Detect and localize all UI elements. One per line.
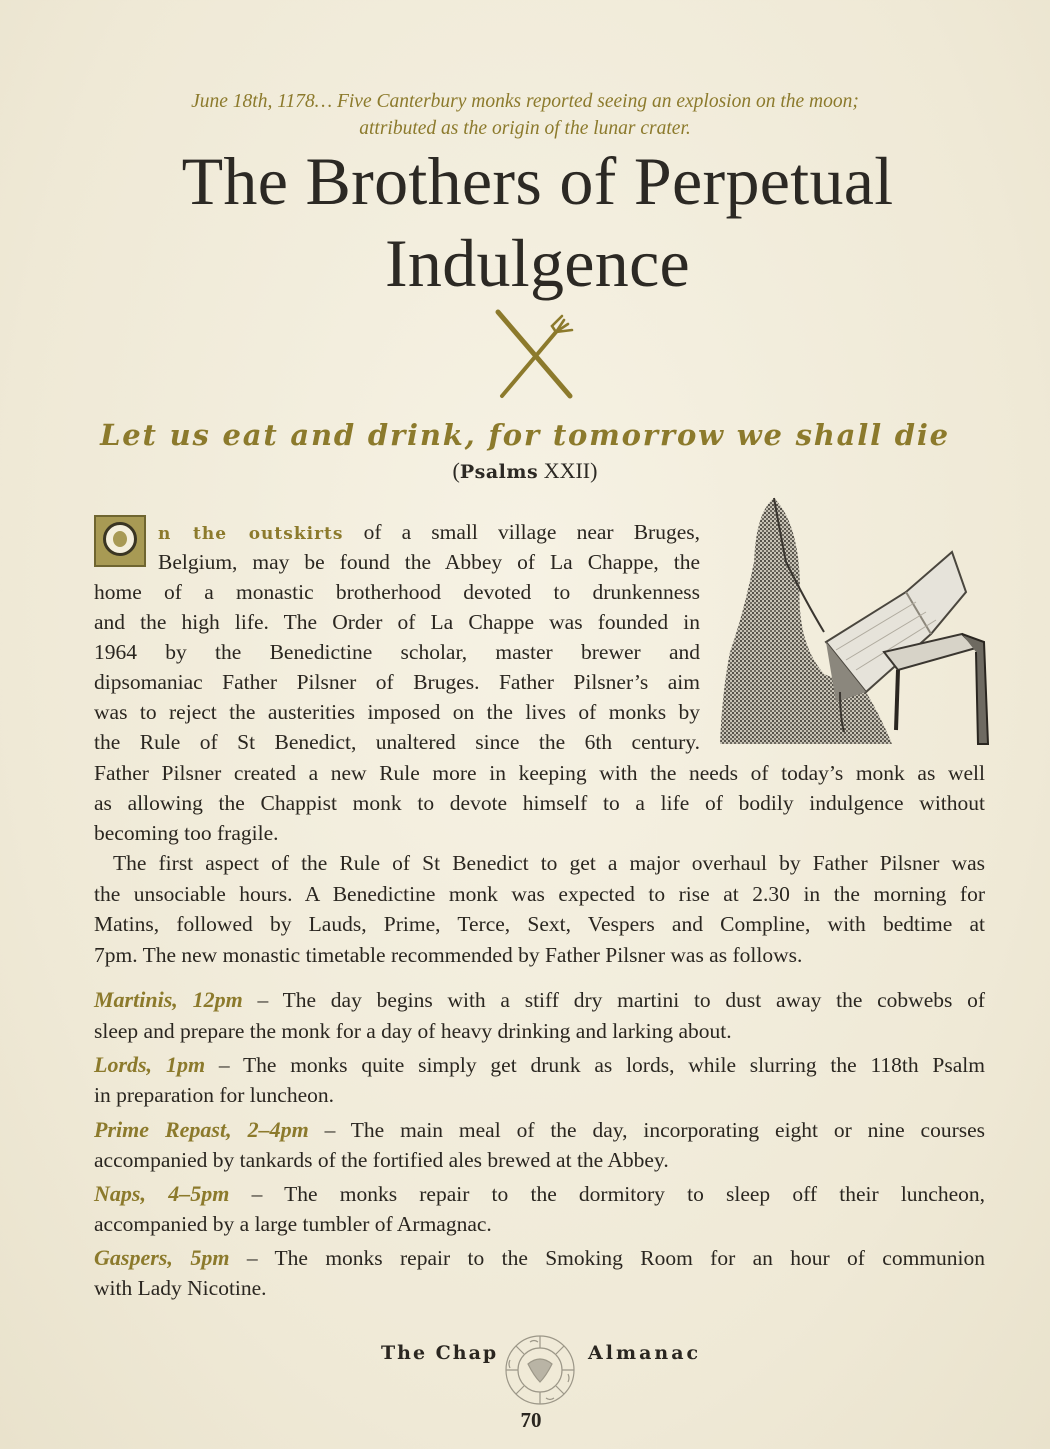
schedule-heading: Gaspers, 5pm bbox=[94, 1245, 230, 1270]
zodiac-emblem-icon bbox=[500, 1330, 580, 1410]
article-line-6: dipsomaniac Father Pilsner of Bruges. Father Pilsner’s aim bbox=[94, 670, 700, 694]
knife-fork-icon bbox=[490, 308, 582, 400]
article-line-4: and the high life. The Order of La Chappe was founded in bbox=[94, 610, 700, 634]
schedule-naps-line-2: accompanied by a large tumbler of Armagnac. bbox=[94, 1212, 492, 1236]
article-line-2: Belgium, may be found the Abbey of La Chappe, the bbox=[158, 550, 700, 574]
psalm-citation bbox=[0, 458, 1050, 484]
schedule-gaspers-line-2: with Lady Nicotine. bbox=[94, 1276, 267, 1300]
schedule-heading: Lords, 1pm bbox=[94, 1052, 206, 1077]
article-line-7: was to reject the austerities imposed on the lives of monks by bbox=[94, 700, 700, 724]
page-title bbox=[0, 140, 1050, 304]
citation-close: ) bbox=[590, 458, 598, 483]
schedule-heading: Prime Repast, 2–4pm bbox=[94, 1117, 309, 1142]
title-line-2: Indulgence bbox=[384, 225, 691, 301]
article-lead: n the outskirts bbox=[158, 524, 344, 544]
drop-cap-o bbox=[94, 515, 146, 567]
motto: Let us eat and drink, for tomorrow we shall die bbox=[100, 418, 950, 452]
footer-title-right: Almanac bbox=[588, 1342, 702, 1364]
title-line-1: The Brothers of Perpetual bbox=[181, 143, 894, 219]
schedule-heading: Martinis, 12pm bbox=[94, 987, 243, 1012]
citation-chapter: XXII bbox=[543, 458, 591, 483]
footer-title-left: The Chap bbox=[381, 1342, 499, 1364]
article-line-5: 1964 by the Benedictine scholar, master brewer and bbox=[94, 640, 700, 664]
article-line-15: 7pm. The new monastic timetable recommended by Father Pilsner was as follows. bbox=[94, 943, 803, 967]
schedule-naps-line-1: Naps, 4–5pm – The monks repair to the dormitory to sleep off their luncheon, bbox=[94, 1181, 985, 1206]
citation-book: Psalms bbox=[459, 461, 539, 483]
schedule-lords-line-1: Lords, 1pm – The monks quite simply get drunk as lords, while slurring the 118th Psalm bbox=[94, 1052, 985, 1077]
article-line-12: The first aspect of the Rule of St Benedict to get a major overhaul by Father Pilsner was bbox=[113, 851, 985, 875]
article-line-10: as allowing the Chappist monk to devote himself to a life of bodily indulgence without bbox=[94, 791, 985, 815]
schedule-prime-repast-line-2: accompanied by tankards of the fortified ales brewed at the Abbey. bbox=[94, 1148, 669, 1172]
epigraph bbox=[0, 88, 1050, 142]
epigraph-line-1: June 18th, 1178… Five Canterbury monks reported seeing an explosion on the moon; bbox=[191, 91, 859, 112]
article-line-8: the Rule of St Benedict, unaltered since the 6th century. bbox=[94, 730, 700, 754]
schedule-lords-line-2: in preparation for luncheon. bbox=[94, 1083, 334, 1107]
page-number: 70 bbox=[520, 1408, 542, 1432]
article-line-13: the unsociable hours. A Benedictine monk was expected to rise at 2.30 in the morning for bbox=[94, 882, 985, 906]
schedule-martinis-line-1: Martinis, 12pm – The day begins with a stiff dry martini to dust away the cobwebs of bbox=[94, 987, 986, 1012]
schedule-heading: Naps, 4–5pm bbox=[94, 1181, 230, 1206]
article-line-11: becoming too fragile. bbox=[94, 821, 279, 845]
schedule-martinis-line-2: sleep and prepare the monk for a day of heavy drinking and larking about. bbox=[94, 1019, 732, 1043]
schedule-gaspers-line-1: Gaspers, 5pm – The monks repair to the Smoking Room for an hour of communion bbox=[94, 1245, 986, 1270]
schedule-prime-repast-line-1: Prime Repast, 2–4pm – The main meal of the day, incorporating eight or nine courses bbox=[94, 1117, 986, 1142]
article-line-3: home of a monastic brotherhood devoted to drunkenness bbox=[94, 580, 700, 604]
article-line-1: n the outskirts of a small village near Bruges, bbox=[158, 520, 700, 544]
epigraph-line-2: attributed as the origin of the lunar crater. bbox=[359, 118, 691, 139]
citation-open: ( bbox=[452, 458, 460, 483]
article-line-14: Matins, followed by Lauds, Prime, Terce, Sext, Vespers and Compline, with bedtime at bbox=[94, 912, 985, 936]
article-line-9: Father Pilsner created a new Rule more in keeping with the needs of today’s monk as well bbox=[94, 761, 985, 785]
monk-reading-illustration bbox=[716, 492, 1001, 752]
